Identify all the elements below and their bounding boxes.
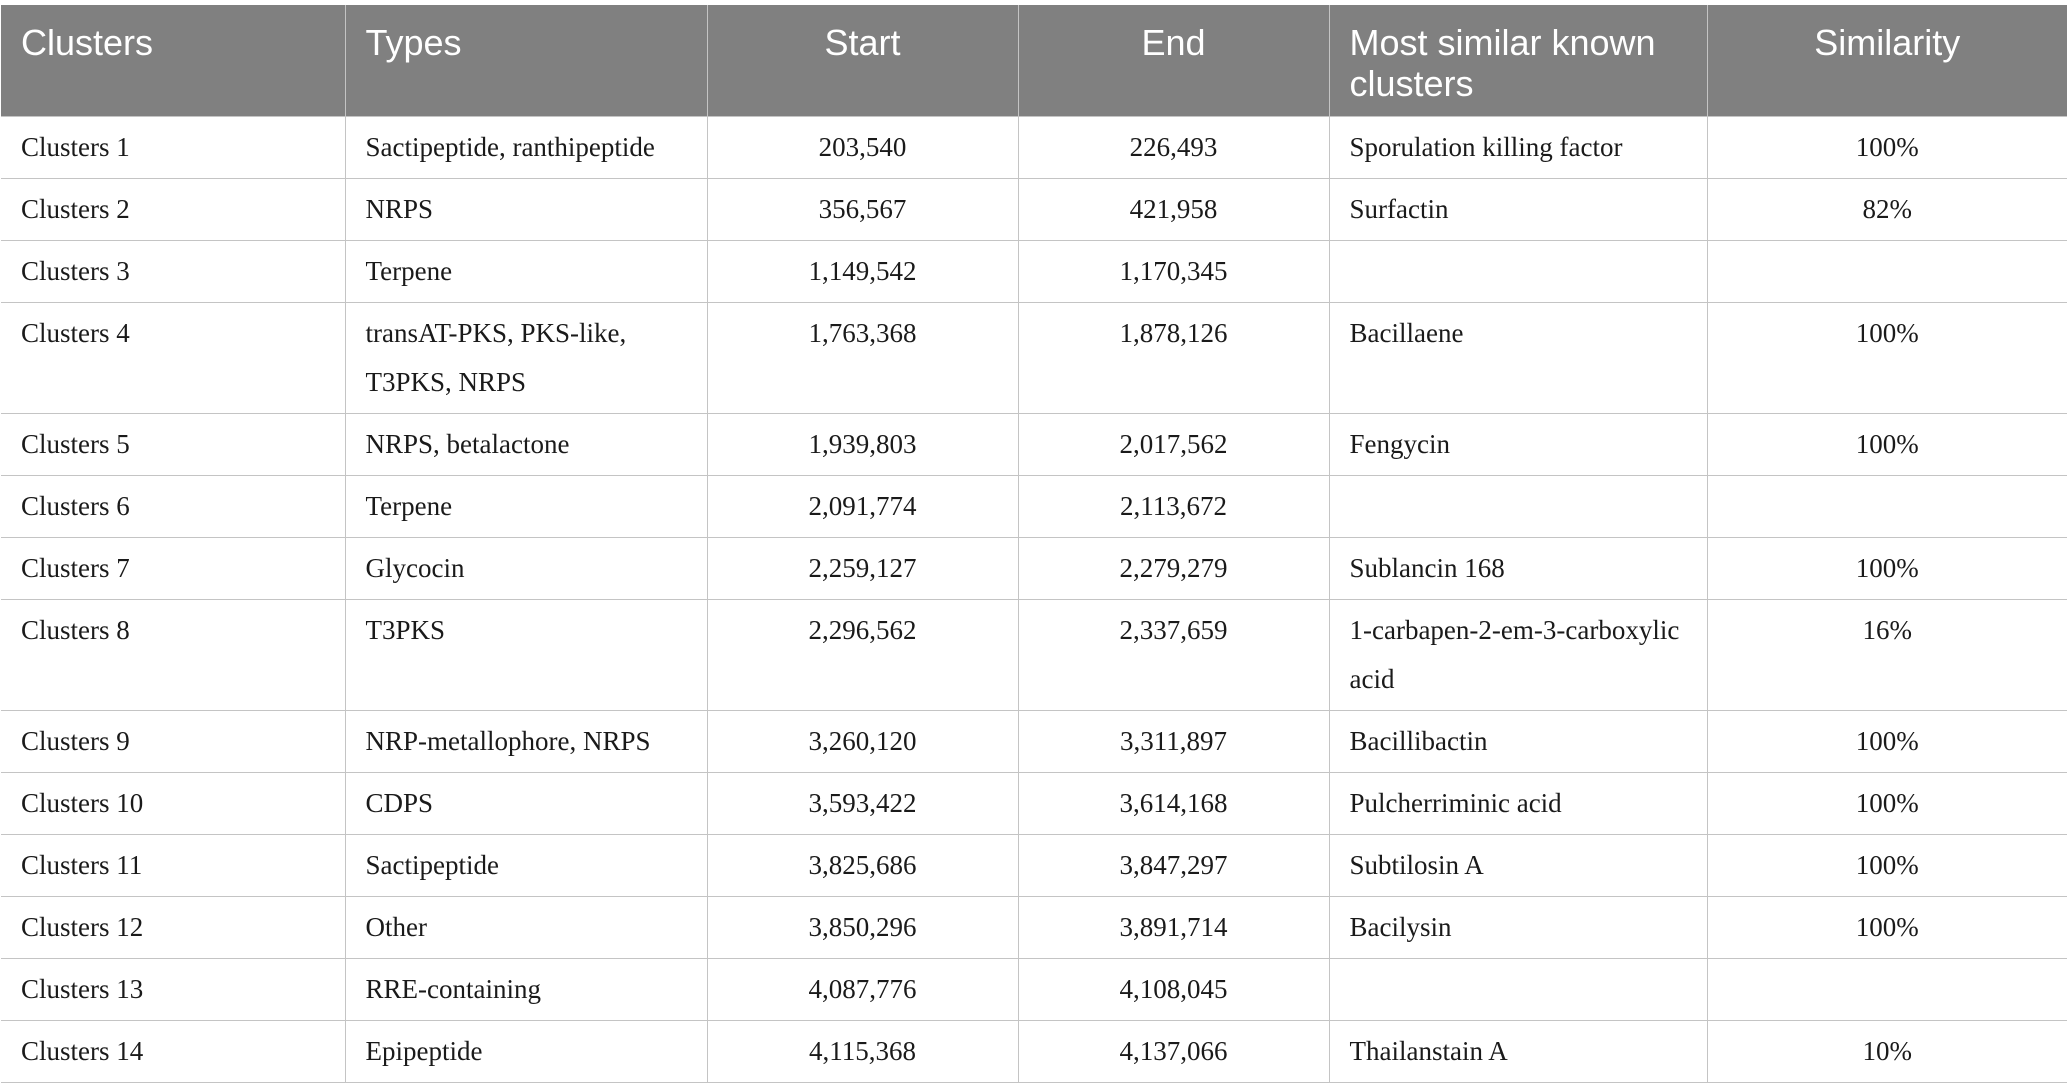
cell-most-similar: Fengycin (1329, 414, 1707, 476)
cell-cluster: Clusters 6 (1, 476, 345, 538)
clusters-table (1, 5, 2067, 1083)
cell-start: 1,939,803 (707, 414, 1018, 476)
cell-similarity: 100% (1707, 897, 2067, 959)
cell-most-similar (1329, 241, 1707, 303)
cell-similarity (1707, 241, 2067, 303)
cell-cluster: Clusters 12 (1, 897, 345, 959)
cell-most-similar: Thailanstain A (1329, 1021, 1707, 1083)
cell-similarity: 100% (1707, 538, 2067, 600)
cell-similarity (1707, 476, 2067, 538)
cell-cluster: Clusters 3 (1, 241, 345, 303)
cell-most-similar (1329, 476, 1707, 538)
cell-start: 2,091,774 (707, 476, 1018, 538)
cell-end: 4,137,066 (1018, 1021, 1329, 1083)
cell-start: 2,296,562 (707, 600, 1018, 711)
cell-end: 226,493 (1018, 117, 1329, 179)
cell-cluster: Clusters 8 (1, 600, 345, 711)
cell-types: Sactipeptide, ranthipeptide (345, 117, 707, 179)
cell-start: 1,149,542 (707, 241, 1018, 303)
cell-types: T3PKS (345, 600, 707, 711)
cell-similarity (1707, 959, 2067, 1021)
cell-start: 3,850,296 (707, 897, 1018, 959)
table-row (1, 241, 2067, 303)
cell-types: Sactipeptide (345, 835, 707, 897)
clusters-table-container (0, 5, 2068, 1083)
cell-most-similar: Pulcherriminic acid (1329, 773, 1707, 835)
cell-most-similar: Subtilosin A (1329, 835, 1707, 897)
cell-cluster: Clusters 1 (1, 117, 345, 179)
cell-end: 1,878,126 (1018, 303, 1329, 414)
header-end: End (1018, 5, 1329, 117)
cell-cluster: Clusters 2 (1, 179, 345, 241)
cell-cluster: Clusters 11 (1, 835, 345, 897)
cell-similarity: 82% (1707, 179, 2067, 241)
cell-types: NRPS, betalactone (345, 414, 707, 476)
table-row (1, 303, 2067, 414)
cell-end: 3,891,714 (1018, 897, 1329, 959)
table-row (1, 414, 2067, 476)
cell-end: 4,108,045 (1018, 959, 1329, 1021)
cell-start: 3,593,422 (707, 773, 1018, 835)
table-body (1, 117, 2067, 1083)
cell-cluster: Clusters 9 (1, 711, 345, 773)
header-start: Start (707, 5, 1018, 117)
cell-similarity: 100% (1707, 303, 2067, 414)
cell-most-similar (1329, 959, 1707, 1021)
cell-end: 2,337,659 (1018, 600, 1329, 711)
table-row (1, 1021, 2067, 1083)
cell-end: 1,170,345 (1018, 241, 1329, 303)
cell-types: NRP-metallophore, NRPS (345, 711, 707, 773)
cell-cluster: Clusters 5 (1, 414, 345, 476)
cell-end: 3,847,297 (1018, 835, 1329, 897)
cell-start: 3,260,120 (707, 711, 1018, 773)
cell-similarity: 100% (1707, 414, 2067, 476)
cell-types: Terpene (345, 476, 707, 538)
cell-start: 4,115,368 (707, 1021, 1018, 1083)
cell-most-similar: Sublancin 168 (1329, 538, 1707, 600)
table-row (1, 538, 2067, 600)
cell-start: 4,087,776 (707, 959, 1018, 1021)
cell-start: 356,567 (707, 179, 1018, 241)
cell-similarity: 16% (1707, 600, 2067, 711)
cell-end: 2,279,279 (1018, 538, 1329, 600)
table-row (1, 179, 2067, 241)
cell-end: 421,958 (1018, 179, 1329, 241)
cell-types: Glycocin (345, 538, 707, 600)
cell-types: Terpene (345, 241, 707, 303)
cell-cluster: Clusters 7 (1, 538, 345, 600)
cell-start: 203,540 (707, 117, 1018, 179)
cell-cluster: Clusters 13 (1, 959, 345, 1021)
cell-cluster: Clusters 14 (1, 1021, 345, 1083)
cell-most-similar: Surfactin (1329, 179, 1707, 241)
table-row (1, 773, 2067, 835)
table-row (1, 835, 2067, 897)
cell-types: NRPS (345, 179, 707, 241)
table-header (1, 5, 2067, 117)
cell-cluster: Clusters 10 (1, 773, 345, 835)
cell-most-similar: Bacillaene (1329, 303, 1707, 414)
header-most-similar: Most similar known clusters (1329, 5, 1707, 117)
cell-types: Other (345, 897, 707, 959)
cell-cluster: Clusters 4 (1, 303, 345, 414)
cell-similarity: 100% (1707, 773, 2067, 835)
header-similarity: Similarity (1707, 5, 2067, 117)
header-clusters: Clusters (1, 5, 345, 117)
cell-similarity: 100% (1707, 711, 2067, 773)
cell-most-similar: Bacilysin (1329, 897, 1707, 959)
cell-similarity: 10% (1707, 1021, 2067, 1083)
table-row (1, 897, 2067, 959)
header-types: Types (345, 5, 707, 117)
cell-end: 2,113,672 (1018, 476, 1329, 538)
cell-similarity: 100% (1707, 117, 2067, 179)
cell-types: RRE-containing (345, 959, 707, 1021)
table-row (1, 600, 2067, 711)
cell-similarity: 100% (1707, 835, 2067, 897)
cell-most-similar: Sporulation killing factor (1329, 117, 1707, 179)
cell-end: 3,311,897 (1018, 711, 1329, 773)
cell-most-similar: Bacillibactin (1329, 711, 1707, 773)
cell-start: 1,763,368 (707, 303, 1018, 414)
cell-start: 2,259,127 (707, 538, 1018, 600)
cell-types: Epipeptide (345, 1021, 707, 1083)
table-row (1, 711, 2067, 773)
table-row (1, 959, 2067, 1021)
cell-end: 2,017,562 (1018, 414, 1329, 476)
table-row (1, 476, 2067, 538)
cell-start: 3,825,686 (707, 835, 1018, 897)
cell-types: CDPS (345, 773, 707, 835)
cell-most-similar: 1-carbapen-2-em-3-carboxylic acid (1329, 600, 1707, 711)
table-row (1, 117, 2067, 179)
header-row (1, 5, 2067, 117)
cell-end: 3,614,168 (1018, 773, 1329, 835)
cell-types: transAT-PKS, PKS-like, T3PKS, NRPS (345, 303, 707, 414)
